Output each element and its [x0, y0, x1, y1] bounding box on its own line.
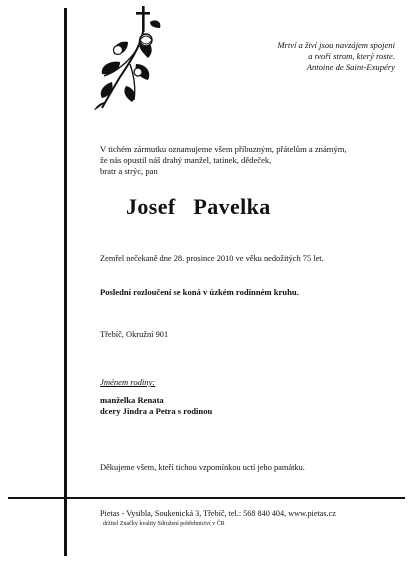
- quote-author: Antoine de Saint-Exupéry: [306, 62, 395, 72]
- family-address: Třebíč, Okružní 901: [100, 330, 169, 339]
- announcement-intro: [100, 144, 347, 177]
- quality-mark-note: držitel Značky kvality Sdružení pohřebnictví v ČR: [103, 521, 225, 527]
- funeral-service-footer: Pietas - Vysibla, Soukenická 3, Třebíč, tel.: 568 840 404, www.pietas.cz: [100, 509, 336, 518]
- family-member: dcery Jindra a Petra s rodinou: [100, 406, 213, 416]
- epitaph-quote: [210, 40, 395, 73]
- family-members: [100, 395, 212, 417]
- cross-flowers-icon: [90, 2, 168, 112]
- thanks-text: Děkujeme všem, kteří tichou vzpomínkou uctí jeho památku.: [100, 463, 305, 472]
- intro-line: bratr a strýc, pan: [100, 166, 158, 176]
- death-notice: Zemřel nečekaně dne 28. prosince 2010 ve věku nedožitých 75 let.: [100, 254, 324, 263]
- quote-line: Mrtví a živí jsou navzájem spojeni: [277, 40, 395, 50]
- quote-line: a tvoří strom, který roste.: [308, 51, 395, 61]
- vertical-mourning-line: [64, 8, 67, 556]
- horizontal-divider: [8, 497, 405, 499]
- intro-line: že nás opustil náš drahý manžel, tatínek, dědeček,: [100, 155, 272, 165]
- on-behalf-label: Jménem rodiny:: [100, 377, 156, 387]
- family-member: manželka Renata: [100, 395, 164, 405]
- deceased-name: Josef Pavelka: [126, 194, 271, 219]
- intro-line: V tichém zármutku oznamujeme všem příbuzným, přátelům a známým,: [100, 144, 347, 154]
- funeral-notice: Poslední rozloučení se koná v úzkém rodinném kruhu.: [100, 287, 299, 297]
